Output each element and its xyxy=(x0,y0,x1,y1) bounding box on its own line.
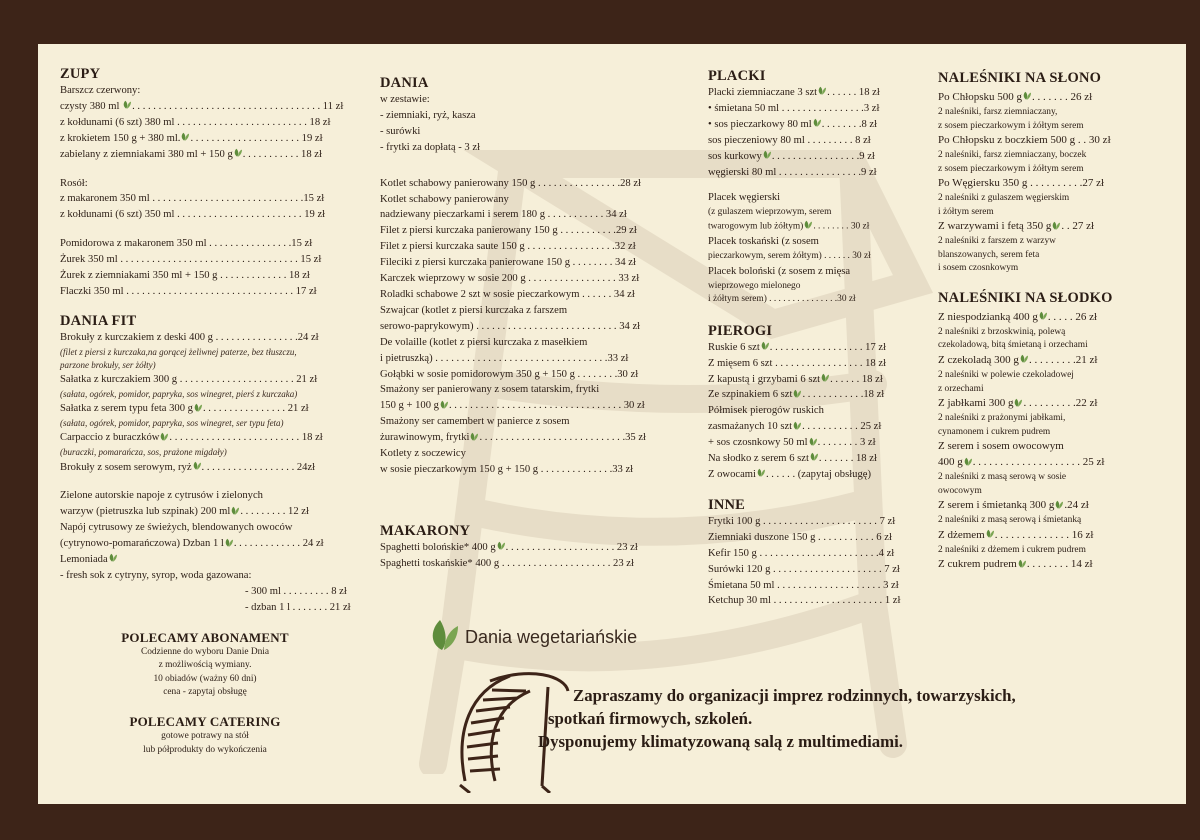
leaf-icon xyxy=(194,402,202,413)
menu-item: Na słodko z serem 6 szt . . . . . . . 18 zł xyxy=(708,453,877,465)
leaf-icon xyxy=(810,452,818,463)
menu-item: Kotlety z soczewicy xyxy=(380,448,466,460)
menu-item: Z czekoladą 300 g . . . . . . . . .21 zł xyxy=(938,354,1098,367)
leaf-icon xyxy=(1020,354,1028,365)
menu-item: Z serem i śmietanką 300 g .24 zł xyxy=(938,499,1089,512)
menu-item: Placek boloński (z sosem z mięsa xyxy=(708,265,851,277)
menu-item: Żurek z ziemniakami 350 ml + 150 g . . . . . . . . . . . . . 18 zł xyxy=(60,270,310,282)
menu-item: Po Chłopsku z boczkiem 500 g . . 30 zł xyxy=(938,134,1111,147)
menu-item: Z niespodzianką 400 g . . . . . 26 zł xyxy=(938,310,1098,323)
menu-item: Z owocami . . . . . . (zapytaj obsługę) xyxy=(708,468,871,480)
menu-item: • sos pieczarkowy 80 ml . . . . . . . .8 zł xyxy=(708,118,878,130)
menu-item: 400 g . . . . . . . . . . . . . . . . . . . . 25 zł xyxy=(938,456,1105,469)
menu-item: Barszcz czerwony: xyxy=(60,85,141,96)
menu-item: - 300 ml . . . . . . . . . 8 zł xyxy=(245,585,347,597)
menu-item: Rosół: xyxy=(60,177,88,189)
menu-item: Po Chłopsku 500 g . . . . . . . 26 zł xyxy=(938,91,1093,103)
section-title-zupy: ZUPY xyxy=(60,66,101,82)
menu-item: twarogowym lub żółtym) . . . . . . . . 30 zł xyxy=(708,221,870,232)
section-title-pierogi: PIEROGI xyxy=(708,322,773,339)
leaf-icon xyxy=(809,436,817,447)
menu-item: Z warzywami i fetą 350 g . . 27 zł xyxy=(938,220,1095,233)
menu-item: Pomidorowa z makaronem 350 ml . . . . . . . . . . . . . . . .15 zł xyxy=(60,238,313,250)
item-description: 2 naleśniki z brzoskwinią, polewą xyxy=(938,326,1066,337)
leaf-icon xyxy=(181,132,189,143)
item-description: 2 naleśniki z prażonymi jabłkami, xyxy=(938,413,1066,424)
section-title-dania: DANIA xyxy=(380,75,429,91)
abonament-title: POLECAMY ABONAMENT xyxy=(121,629,289,645)
menu-item: węgierski 80 ml . . . . . . . . . . . . . . . .9 zł xyxy=(708,166,877,178)
abonament-line: cena - zapytaj obsługę xyxy=(163,687,247,698)
vegetarian-label: Dania wegetariańskie xyxy=(465,627,638,647)
menu-item: Kefir 150 g . . . . . . . . . . . . . . . . . . . . . . .4 zł xyxy=(708,547,895,559)
promo-line: Dysponujemy klimatyzowaną salą z multimediami. xyxy=(538,732,903,751)
leaf-icon xyxy=(160,431,168,442)
menu-item: sos pieczeniowy 80 ml . . . . . . . . . 8 zł xyxy=(708,134,871,146)
menu-item: - fresh sok z cytryny, syrop, woda gazowana: xyxy=(60,569,252,581)
item-description: owocowym xyxy=(938,485,982,496)
column-1 xyxy=(60,66,365,757)
abonament-line: 10 obiadów (ważny 60 dni) xyxy=(153,673,257,684)
item-description: 2 naleśniki z masą serową w sosie xyxy=(938,472,1067,483)
leaf-icon xyxy=(986,529,994,540)
menu-item: Surówki 120 g . . . . . . . . . . . . . . . . . . . . . 7 zł xyxy=(708,563,900,575)
menu-item: serowo-paprykowym) . . . . . . . . . . . . . . . . . . . . . . . . . . . 34 zł xyxy=(380,320,641,332)
vegetarian-legend xyxy=(428,618,637,652)
menu-item: Z mięsem 6 szt . . . . . . . . . . . . . . . . . 18 zł xyxy=(708,357,887,369)
nalesniki-slodko-list xyxy=(938,310,1178,573)
leaf-icon xyxy=(225,537,233,548)
item-description: z sosem pieczarkowym i żółtym serem xyxy=(938,163,1084,174)
menu-item: Ze szpinakiem 6 szt . . . . . . . . . . . .18 zł xyxy=(708,389,885,401)
item-description: 2 naleśniki z masą serową i śmietanką xyxy=(938,515,1082,526)
menu-item: Szwajcar (kotlet z piersi kurczaka z farszem xyxy=(380,304,568,316)
menu-item: Filet z piersi kurczaka saute 150 g . . . . . . . . . . . . . . . . .32 zł xyxy=(380,241,636,253)
menu-item: z kołdunami (6 szt) 380 ml . . . . . . . . . . . . . . . . . . . . . . . . . 18 zł xyxy=(60,116,331,128)
leaf-icon xyxy=(193,461,201,472)
column-2 xyxy=(380,75,695,572)
menu-item: z krokietem 150 g + 380 ml. . . . . . . . . . . . . . . . . . . . . . 19 zł xyxy=(60,132,323,144)
leaf-icon xyxy=(761,341,769,352)
menu-item: Karczek wieprzowy w sosie 200 g . . . . . . . . . . . . . . . . . 33 zł xyxy=(380,273,640,285)
menu-item: Kotlet schabowy panierowany xyxy=(380,193,509,205)
section-title-dania-fit: DANIA FIT xyxy=(60,312,137,329)
leaf-icon xyxy=(440,399,448,410)
leaf-icon xyxy=(234,148,242,159)
menu-item: Smażony ser panierowany z sosem tatarskim, frytki xyxy=(380,384,600,396)
menu-item: Kotlet schabowy panierowany 150 g . . . . . . . . . . . . . . . .28 zł xyxy=(380,177,641,189)
menu-item: zasmażanych 10 szt . . . . . . . . . . . 25 zł xyxy=(708,421,882,433)
menu-item: Gołąbki w sosie pomidorowym 350 g + 150 g . . . . . . . .30 zł xyxy=(380,368,639,380)
menu-item: w sosie pieczarkowym 150 g + 150 g . . . . . . . . . . . . . .33 zł xyxy=(380,463,634,475)
menu-item: - surówki xyxy=(380,125,421,137)
menu-item: Placki ziemniaczane 3 szt . . . . . . 18 zł xyxy=(708,87,880,98)
menu-item: Z cukrem pudrem . . . . . . . . 14 zł xyxy=(938,558,1093,571)
menu-item: (cytrynowo-pomarańczowa) Dzban 1 l . . . . . . . . . . . . . 24 zł xyxy=(60,538,324,550)
menu-item: Brokuły z sosem serowym, ryż . . . . . . . . . . . . . . . . . . 24zł xyxy=(60,461,316,473)
item-description: (buraczki, pomarańcza, sos, prażone migdały) xyxy=(60,447,227,458)
menu-item: Z serem i sosem owocowym xyxy=(938,440,1064,453)
menu-item: • śmietana 50 ml . . . . . . . . . . . . . . . .3 zł xyxy=(708,102,880,114)
item-description: 2 naleśniki w polewie czekoladowej xyxy=(938,369,1074,380)
leaf-icon xyxy=(428,618,460,652)
leaf-icon xyxy=(1023,91,1031,102)
leaf-icon xyxy=(1018,558,1026,569)
menu-item: Filet z piersi kurczaka panierowany 150 g . . . . . . . . . . .29 zł xyxy=(380,225,637,237)
menu-item: 150 g + 100 g . . . . . . . . . . . . . . . . . . . . . . . . . . . . . . . . . 30 zł xyxy=(380,400,645,412)
abonament-line: Codzienne do wyboru Danie Dnia xyxy=(140,646,270,657)
menu-item: Napój cytrusowy ze świeżych, blendowanych owoców xyxy=(60,522,293,534)
abonament-line: z możliwością wymiany. xyxy=(158,660,252,671)
abonament-box xyxy=(60,629,350,700)
leaf-icon xyxy=(804,220,812,231)
menu-item: Flaczki 350 ml . . . . . . . . . . . . . . . . . . . . . . . . . . . . . . . . 17 zł xyxy=(60,285,317,297)
menu-item: Sałatka z serem typu feta 300 g . . . . . . . . . . . . . . . . 21 zł xyxy=(60,403,309,415)
menu-item: Placek toskański (z sosem xyxy=(708,236,819,248)
leaf-icon xyxy=(964,456,972,467)
promo-line: spotkań firmowych, szkoleń. xyxy=(548,709,753,728)
item-description: blanszowanych, serem feta xyxy=(938,249,1040,260)
menu-item: Roladki schabowe 2 szt w sosie pieczarkowym . . . . . . 34 zł xyxy=(380,288,635,300)
leaf-icon xyxy=(231,505,239,516)
rosol-list xyxy=(60,176,365,224)
leaf-icon xyxy=(821,373,829,384)
item-description: czekoladową, bitą śmietaną i orzechami xyxy=(938,340,1088,351)
menu-item: - dzban 1 l . . . . . . . 21 zł xyxy=(245,601,351,613)
leaf-icon xyxy=(1055,499,1063,510)
menu-item: Śmietana 50 ml . . . . . . . . . . . . . . . . . . . . 3 zł xyxy=(708,579,899,591)
drinks-list xyxy=(60,488,365,615)
leaf-icon xyxy=(109,553,117,564)
zupy-list xyxy=(60,83,365,163)
menu-item: Brokuły z kurczakiem z deski 400 g . . . . . . . . . . . . . . . .24 zł xyxy=(60,331,319,343)
menu-item: Lemoniada xyxy=(60,552,365,568)
leaf-icon xyxy=(123,100,131,111)
menu-item: Placek węgierski xyxy=(708,192,781,204)
menu-item: pieczarkowym, serem żółtym) . . . . . . 30 zł xyxy=(708,251,871,262)
menu-item: Półmisek pierogów ruskich xyxy=(708,405,824,417)
item-description: z orzechami xyxy=(938,383,984,394)
item-description: i żółtym serem xyxy=(938,206,994,217)
item-description: parzone brokuły, ser żółty) xyxy=(60,359,156,370)
menu-item: i żółtym serem) . . . . . . . . . . . . . . .30 zł xyxy=(708,294,856,305)
section-title-nalesniki-slodko: NALEŚNIKI NA SŁODKO xyxy=(938,289,1113,306)
section-title-inne: INNE xyxy=(708,496,746,513)
item-description: i sosem czosnkowym xyxy=(938,263,1019,274)
menu-item: Spaghetti bolońskie* 400 g . . . . . . . . . . . . . . . . . . . . . 23 zł xyxy=(380,541,638,553)
dania-list xyxy=(380,176,695,478)
leaf-icon xyxy=(1039,311,1047,322)
menu-item: z makaronem 350 ml . . . . . . . . . . . . . . . . . . . . . . . . . . . . .15 zł xyxy=(60,193,325,205)
menu-item: czysty 380 ml . . . . . . . . . . . . . . . . . . . . . . . . . . . . . . . . . . . . 11 zł xyxy=(60,100,344,112)
menu-item: żurawinowym, frytki . . . . . . . . . . . . . . . . . . . . . . . . . . . .35 zł xyxy=(380,432,646,444)
menu-item: De volaille (kotlet z piersi kurczaka z masełkiem xyxy=(380,336,588,348)
menu-item: w zestawie: xyxy=(380,94,430,105)
leaf-icon xyxy=(813,118,821,129)
menu-item: Żurek 350 ml . . . . . . . . . . . . . . . . . . . . . . . . . . . . . . . . . . 15 zł xyxy=(60,254,322,266)
menu-item: wieprzowego mielonego xyxy=(708,280,801,291)
menu-item: Z kapustą i grzybami 6 szt . . . . . . 18 zł xyxy=(708,373,883,385)
menu-item: Zielone autorskie napoje z cytrusów i zielonych xyxy=(60,490,263,502)
item-description: (sałata, ogórek, pomidor, papryka, sos winegret, pierś z kurczaka) xyxy=(60,389,298,400)
item-description: cynamonem i cukrem pudrem xyxy=(938,426,1051,437)
menu-item: z kołdunami (6 szt) 350 ml . . . . . . . . . . . . . . . . . . . . . . . . 19 zł xyxy=(60,209,326,221)
nalesniki-slono-list xyxy=(938,90,1178,276)
leaf-icon xyxy=(793,388,801,399)
section-title-makarony: MAKARONY xyxy=(380,522,471,539)
menu-item: Frytki 100 g . . . . . . . . . . . . . . . . . . . . . . 7 zł xyxy=(708,515,896,527)
menu-item: Ketchup 30 ml . . . . . . . . . . . . . . . . . . . . . 1 zł xyxy=(708,595,901,607)
item-description: 2 naleśniki, farsz ziemniaczany, boczek xyxy=(938,150,1087,160)
menu-item: Smażony ser camembert w panierce z sosem xyxy=(380,416,570,428)
leaf-icon xyxy=(1014,397,1022,408)
menu-item: Z jabłkami 300 g . . . . . . . . . .22 zł xyxy=(938,397,1098,410)
leaf-icon xyxy=(497,541,505,552)
item-description: (sałata, ogórek, pomidor, papryka, sos winegret, ser typu feta) xyxy=(60,418,284,429)
catering-line: gotowe potrawy na stół xyxy=(161,731,249,742)
menu-item: zabielany z ziemniakami 380 ml + 150 g . . . . . . . . . . . 18 zł xyxy=(60,148,322,160)
section-title-placki: PLACKI xyxy=(708,68,766,84)
item-description: (filet z piersi z kurczaka,na gorącej żeliwnej paterze, bez tłuszczu, xyxy=(60,346,297,357)
menu-item: Ruskie 6 szt . . . . . . . . . . . . . . . . . . 17 zł xyxy=(708,341,887,353)
catering-line: lub półprodukty do wykończenia xyxy=(143,744,267,755)
menu-item: (z gulaszem wieprzowym, serem xyxy=(708,207,832,218)
menu-item: - ziemniaki, ryż, kasza xyxy=(380,109,476,121)
promo-text xyxy=(538,684,1016,753)
menu-item: Z dżemem . . . . . . . . . . . . . . 16 zł xyxy=(938,528,1094,541)
menu-item: Fileciki z piersi kurczaka panierowane 150 g . . . . . . . . 34 zł xyxy=(380,257,636,269)
leaf-icon xyxy=(470,431,478,442)
menu-item: nadziewany pieczarkami i serem 180 g . . . . . . . . . . . 34 zł xyxy=(380,209,627,221)
menu-item: warzyw (pietruszka lub szpinak) 200 ml . . . . . . . . . 12 zł xyxy=(60,506,309,518)
leaf-icon xyxy=(1052,220,1060,231)
item-description: 2 naleśniki z farszem z warzyw xyxy=(938,236,1056,247)
menu-item: + sos czosnkowy 50 ml . . . . . . . . 3 zł xyxy=(708,437,876,449)
column-3 xyxy=(708,68,926,609)
menu-item: Po Węgiersku 350 g . . . . . . . . . .27 zł xyxy=(938,177,1105,190)
menu-item: sos kurkowy . . . . . . . . . . . . . . . . .9 zł xyxy=(708,150,875,162)
catering-title: POLECAMY CATERING xyxy=(129,714,281,730)
leaf-icon xyxy=(763,150,771,161)
other-soups-list xyxy=(60,236,365,300)
menu-item: Sałatka z kurczakiem 300 g . . . . . . . . . . . . . . . . . . . . . . 21 zł xyxy=(60,374,318,386)
menu-item: Spaghetti toskańskie* 400 g . . . . . . . . . . . . . . . . . . . . . 23 zł xyxy=(380,557,634,569)
menu-page xyxy=(38,44,1186,804)
section-title-nalesniki-slono: NALEŚNIKI NA SŁONO xyxy=(938,70,1102,86)
leaf-icon xyxy=(818,86,826,97)
promo-line: Zapraszamy do organizacji imprez rodzinnych, towarzyskich, xyxy=(573,686,1016,705)
leaf-icon xyxy=(757,468,765,479)
leaf-icon xyxy=(793,420,801,431)
menu-item: Ziemniaki duszone 150 g . . . . . . . . . . . 6 zł xyxy=(708,531,892,543)
catering-box xyxy=(60,713,350,757)
column-4 xyxy=(938,70,1178,573)
item-description: 2 naleśniki, farsz ziemniaczany, xyxy=(938,106,1058,117)
item-description: 2 naleśniki z dżemem i cukrem pudrem xyxy=(938,544,1086,555)
menu-item: i pietruszką) . . . . . . . . . . . . . . . . . . . . . . . . . . . . . . . . .33 zł xyxy=(380,352,629,364)
menu-item: Carpaccio z buraczków . . . . . . . . . . . . . . . . . . . . . . . . . 18 zł xyxy=(60,432,323,444)
menu-item: - frytki za dopłatą - 3 zł xyxy=(380,141,481,153)
item-description: z sosem pieczarkowym i żółtym serem xyxy=(938,120,1084,131)
item-description: 2 naleśniki z gulaszem węgierskim xyxy=(938,193,1070,204)
